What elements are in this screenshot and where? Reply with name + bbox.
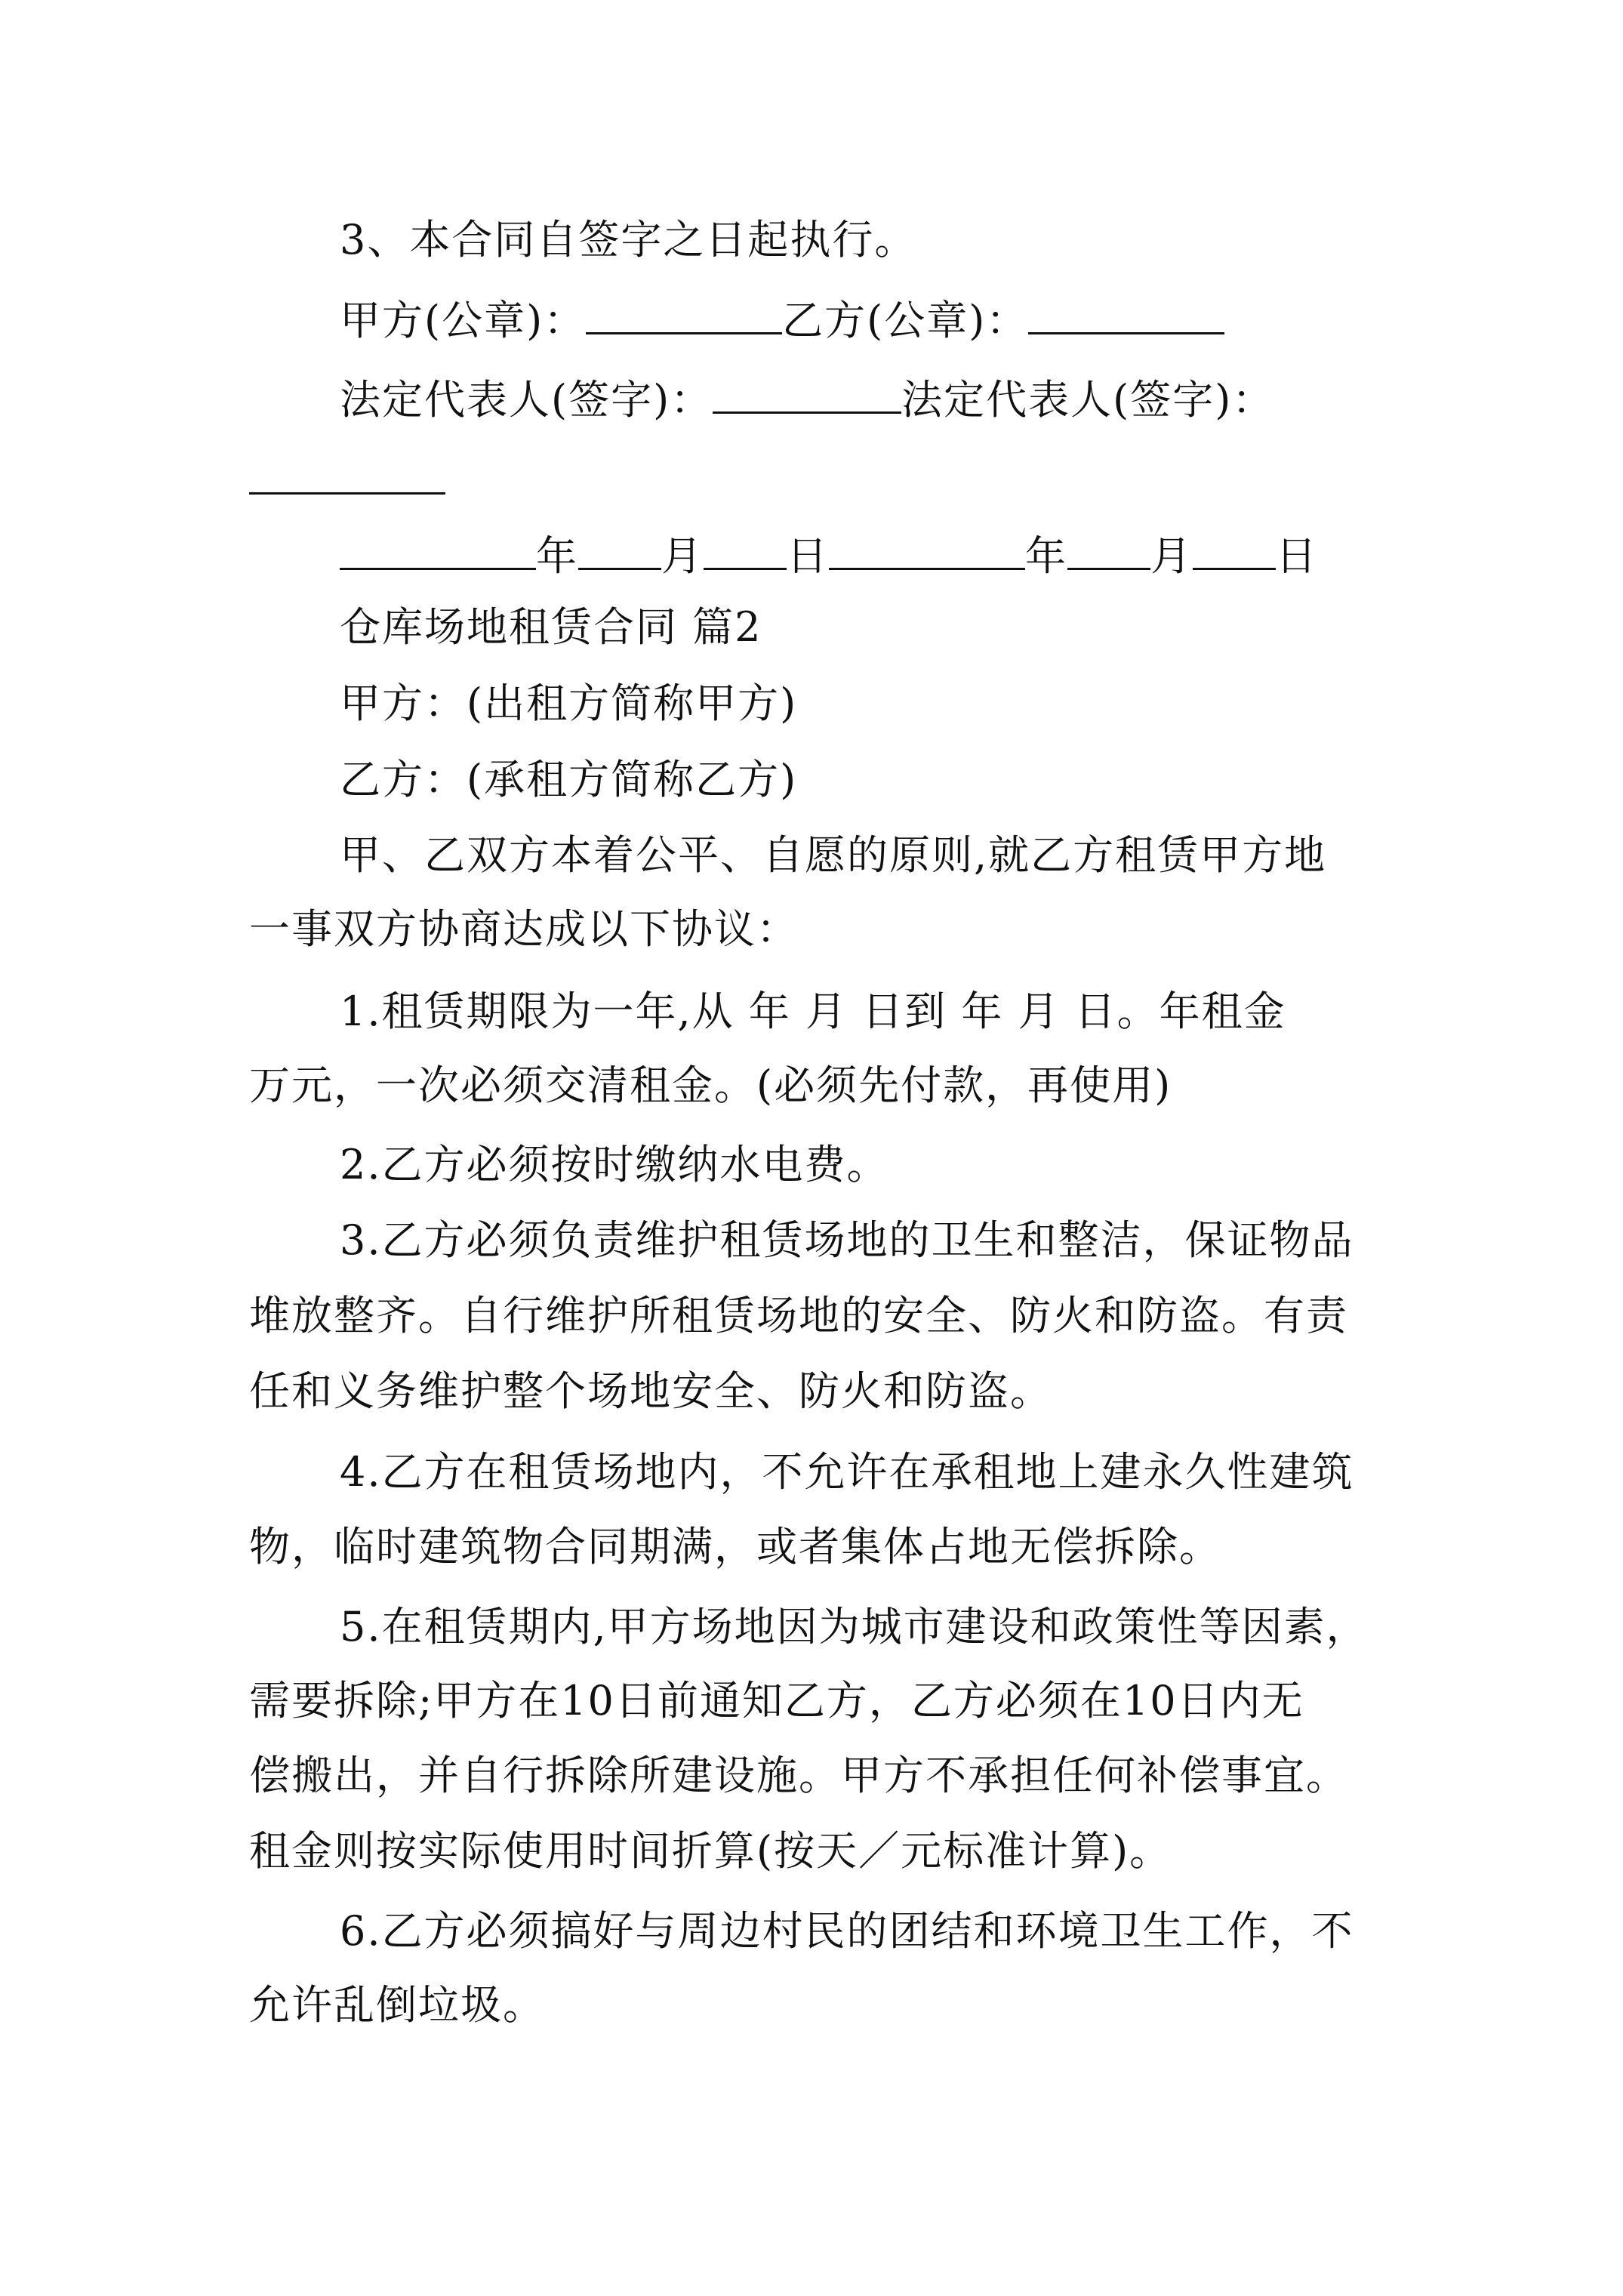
month-a-label: 月 <box>661 532 704 580</box>
item-6-line-2: 允许乱倒垃圾。 <box>249 1981 545 2029</box>
day-b-label: 日 <box>1276 532 1318 580</box>
item-2: 2.乙方必须按时缴纳水电费。 <box>340 1141 889 1188</box>
party-a-line: 甲方：(出租方简称甲方) <box>340 680 798 727</box>
rep-a-blank <box>713 372 901 414</box>
year-a-label: 年 <box>536 532 578 580</box>
item-4-line-2: 物，临时建筑物合同期满，或者集体占地无偿拆除。 <box>249 1523 1221 1570</box>
year-a-blank <box>340 529 536 570</box>
rep-a-label: 法定代表人(签字)： <box>340 376 713 424</box>
month-a-blank <box>578 529 661 570</box>
rep-b-label: 法定代表人(签字)： <box>901 376 1275 424</box>
party-a-seal-label: 甲方(公章)： <box>340 297 587 344</box>
section-title: 仓库场地租赁合同 篇2 <box>340 603 762 651</box>
month-b-blank <box>1067 529 1150 570</box>
party-b-line: 乙方：(承租方简称乙方) <box>340 756 798 803</box>
item-5-line-2: 需要拆除;甲方在10日前通知乙方，乙方必须在10日内无 <box>249 1677 1304 1724</box>
rep-b-blank <box>249 453 445 495</box>
item-3-line-3: 任和义务维护整个场地安全、防火和防盗。 <box>249 1367 1052 1415</box>
month-b-label: 月 <box>1150 532 1193 580</box>
party-b-seal-label: 乙方(公章)： <box>782 297 1029 344</box>
clause-3-execution: 3、本合同自签字之日起执行。 <box>340 216 917 264</box>
item-3-line-1: 3.乙方必须负责维护租赁场地的卫生和整洁，保证物品 <box>340 1216 1354 1264</box>
date-line <box>340 529 1318 583</box>
year-b-blank <box>829 529 1025 570</box>
rep-b-blank-line <box>249 453 445 507</box>
item-4-line-1: 4.乙方在租赁场地内，不允许在承租地上建永久性建筑 <box>340 1448 1354 1496</box>
party-a-seal-blank <box>586 293 782 334</box>
item-5-line-4: 租金则按实际使用时间折算(按天／元标准计算)。 <box>249 1827 1172 1875</box>
item-5-line-3: 偿搬出，并自行拆除所建设施。甲方不承担任何补偿事宜。 <box>249 1752 1348 1799</box>
day-a-label: 日 <box>787 532 829 580</box>
intro-line-1: 甲、乙双方本着公平、自愿的原则,就乙方租赁甲方地 <box>340 831 1327 879</box>
item-1-line-1: 1.租赁期限为一年,从 年 月 日到 年 月 日。年租金 <box>340 988 1286 1035</box>
day-a-blank <box>704 529 787 570</box>
year-b-label: 年 <box>1025 532 1067 580</box>
item-3-line-2: 堆放整齐。自行维护所租赁场地的安全、防火和防盗。有责 <box>249 1292 1348 1339</box>
seal-line <box>340 293 1224 347</box>
item-1-line-2: 万元，一次必须交清租金。(必须先付款，再使用) <box>249 1062 1172 1109</box>
item-5-line-1: 5.在租赁期内,甲方场地因为城市建设和政策性等因素， <box>340 1603 1369 1650</box>
intro-line-2: 一事双方协商达成以下协议： <box>249 905 799 953</box>
item-6-line-1: 6.乙方必须搞好与周边村民的团结和环境卫生工作，不 <box>340 1907 1354 1955</box>
party-b-seal-blank <box>1028 293 1224 334</box>
representative-line <box>340 372 1274 427</box>
day-b-blank <box>1193 529 1276 570</box>
